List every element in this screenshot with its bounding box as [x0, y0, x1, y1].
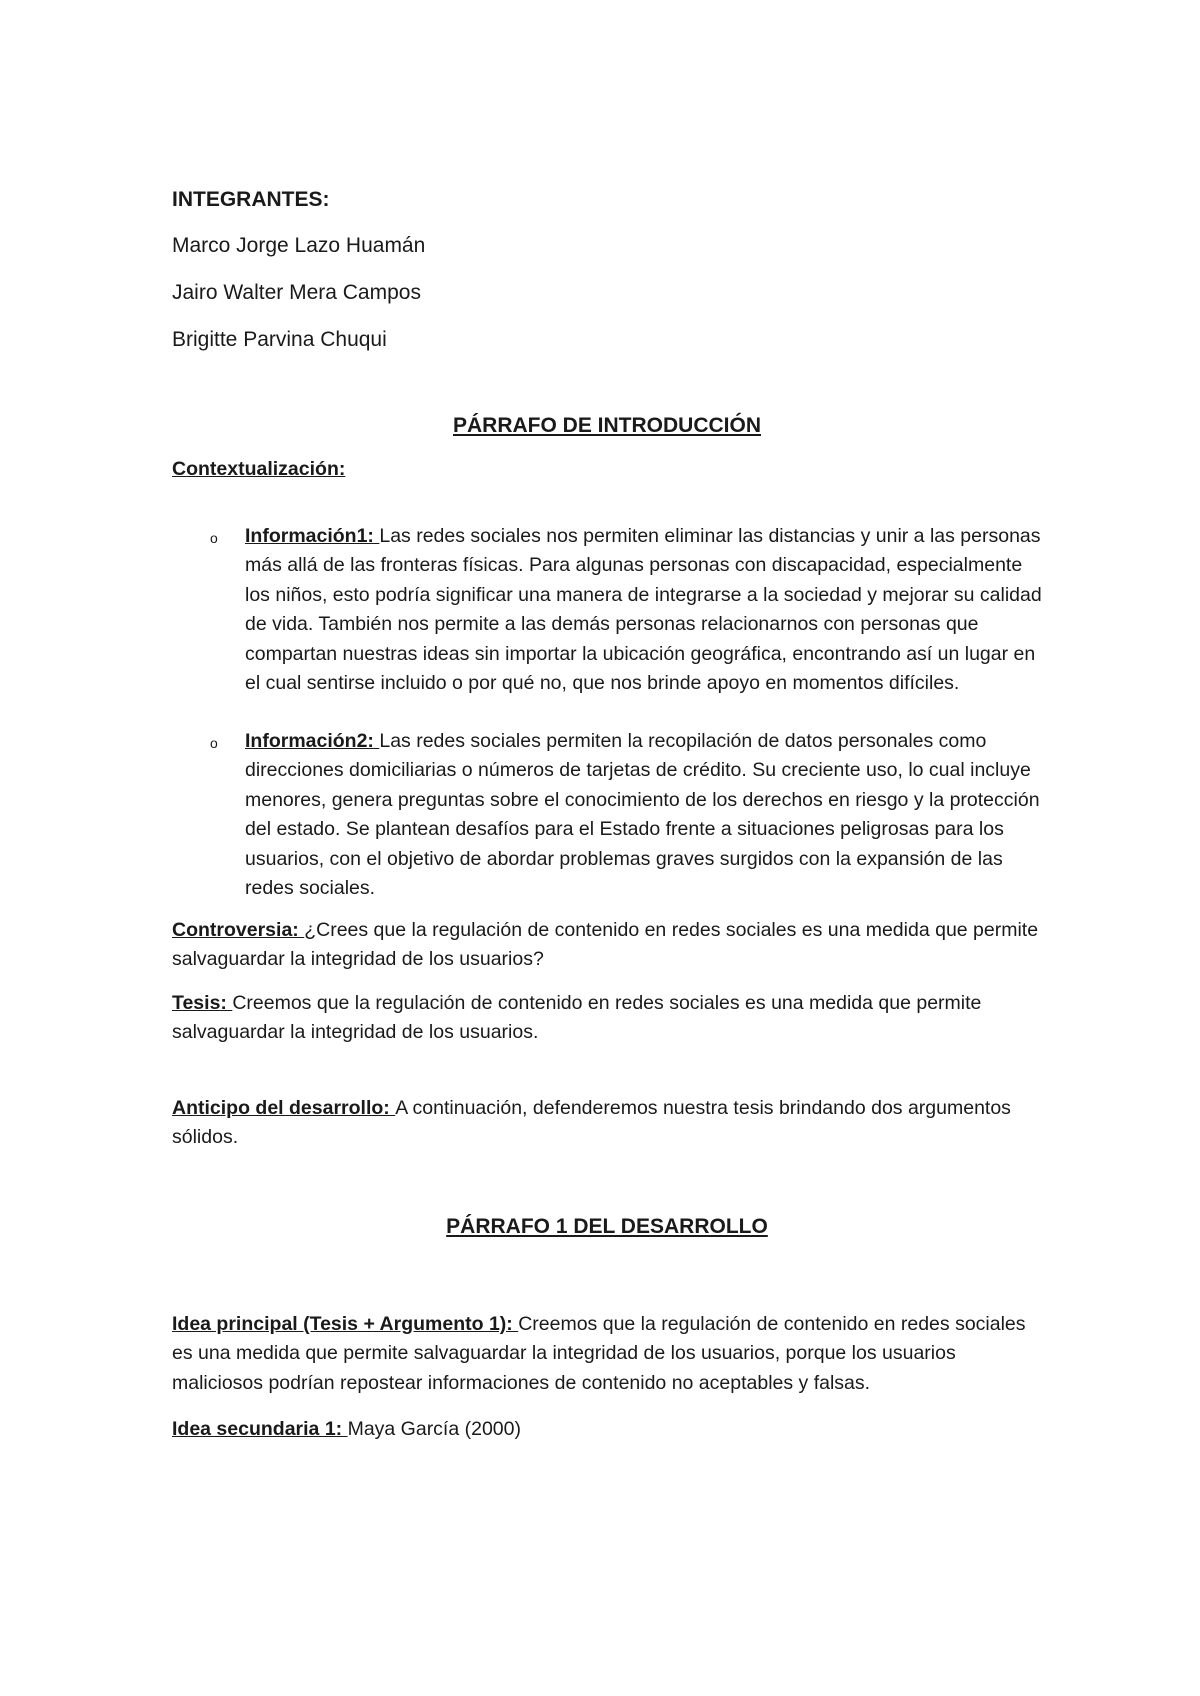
context-label: Contextualización:	[172, 458, 346, 480]
member-name: Jairo Walter Mera Campos	[172, 281, 421, 304]
preview-paragraph	[172, 1094, 1042, 1153]
list-item	[172, 522, 1042, 699]
controversy-label: Controversia:	[172, 918, 305, 941]
thesis-text: Creemos que la regulación de contenido en redes sociales es una medida que permite salvaguardar la integridad de los usuarios.	[172, 991, 982, 1043]
main-idea-label: Idea principal (Tesis + Argumento 1):	[172, 1312, 519, 1335]
members-heading: INTEGRANTES:	[172, 188, 330, 211]
preview-label: Anticipo del desarrollo:	[172, 1096, 396, 1119]
info-label: Información1:	[245, 524, 380, 547]
thesis-paragraph	[172, 989, 1042, 1048]
secondary-idea-paragraph	[172, 1415, 1042, 1445]
intro-section-title: PÁRRAFO DE INTRODUCCIÓN	[453, 414, 761, 437]
bullet-icon: o	[210, 734, 218, 751]
main-idea-paragraph	[172, 1310, 1042, 1399]
preview-text: A continuación, defenderemos nuestra tesis brindando dos argumentos sólidos.	[172, 1096, 1011, 1148]
thesis-label: Tesis:	[172, 991, 233, 1014]
list-item	[172, 727, 1042, 904]
secondary-idea-label: Idea secundaria 1:	[172, 1418, 348, 1440]
document-page	[172, 188, 1042, 1445]
member-name: Brigitte Parvina Chuqui	[172, 328, 387, 351]
info-label: Información2:	[245, 729, 380, 752]
info-text: Las redes sociales permiten la recopilación de datos personales como direcciones domiciliarias o números de tarjetas de crédito. Su creciente uso, lo cual incluye menores, genera preguntas sobre el conocimiento de los derechos en riesgo y la protección del estado. Se plantean desafíos para el Estado frente a situaciones peligrosas para los usuarios, con el objetivo de abordar problemas graves surgidos con la expansión de las redes sociales.	[245, 729, 1040, 899]
info-list	[172, 522, 1042, 904]
controversy-paragraph	[172, 916, 1042, 975]
member-name: Marco Jorge Lazo Huamán	[172, 234, 426, 257]
bullet-icon: o	[210, 529, 218, 546]
info-text: Las redes sociales nos permiten eliminar las distancias y unir a las personas más allá de las fronteras físicas. Para algunas personas con discapacidad, especialmente los niños, esto podría significar una manera de integrarse a la sociedad y mejorar su calidad de vida. También nos permite a las demás personas relacionarnos con personas que compartan nuestras ideas sin importar la ubicación geográfica, encontrando así un lugar en el cual sentirse incluido o por qué no, que nos brinde apoyo en momentos difíciles.	[245, 524, 1042, 694]
dev1-section-title: PÁRRAFO 1 DEL DESARROLLO	[446, 1214, 768, 1238]
secondary-idea-text: Maya García (2000)	[347, 1418, 521, 1440]
controversy-text: ¿Crees que la regulación de contenido en redes sociales es una medida que permite salvaguardar la integridad de los usuarios?	[172, 918, 1039, 970]
main-idea-text: Creemos que la regulación de contenido en redes sociales es una medida que permite salvaguardar la integridad de los usuarios, porque los usuarios maliciosos podrían repostear informaciones de contenido no aceptables y falsas.	[172, 1312, 1026, 1394]
